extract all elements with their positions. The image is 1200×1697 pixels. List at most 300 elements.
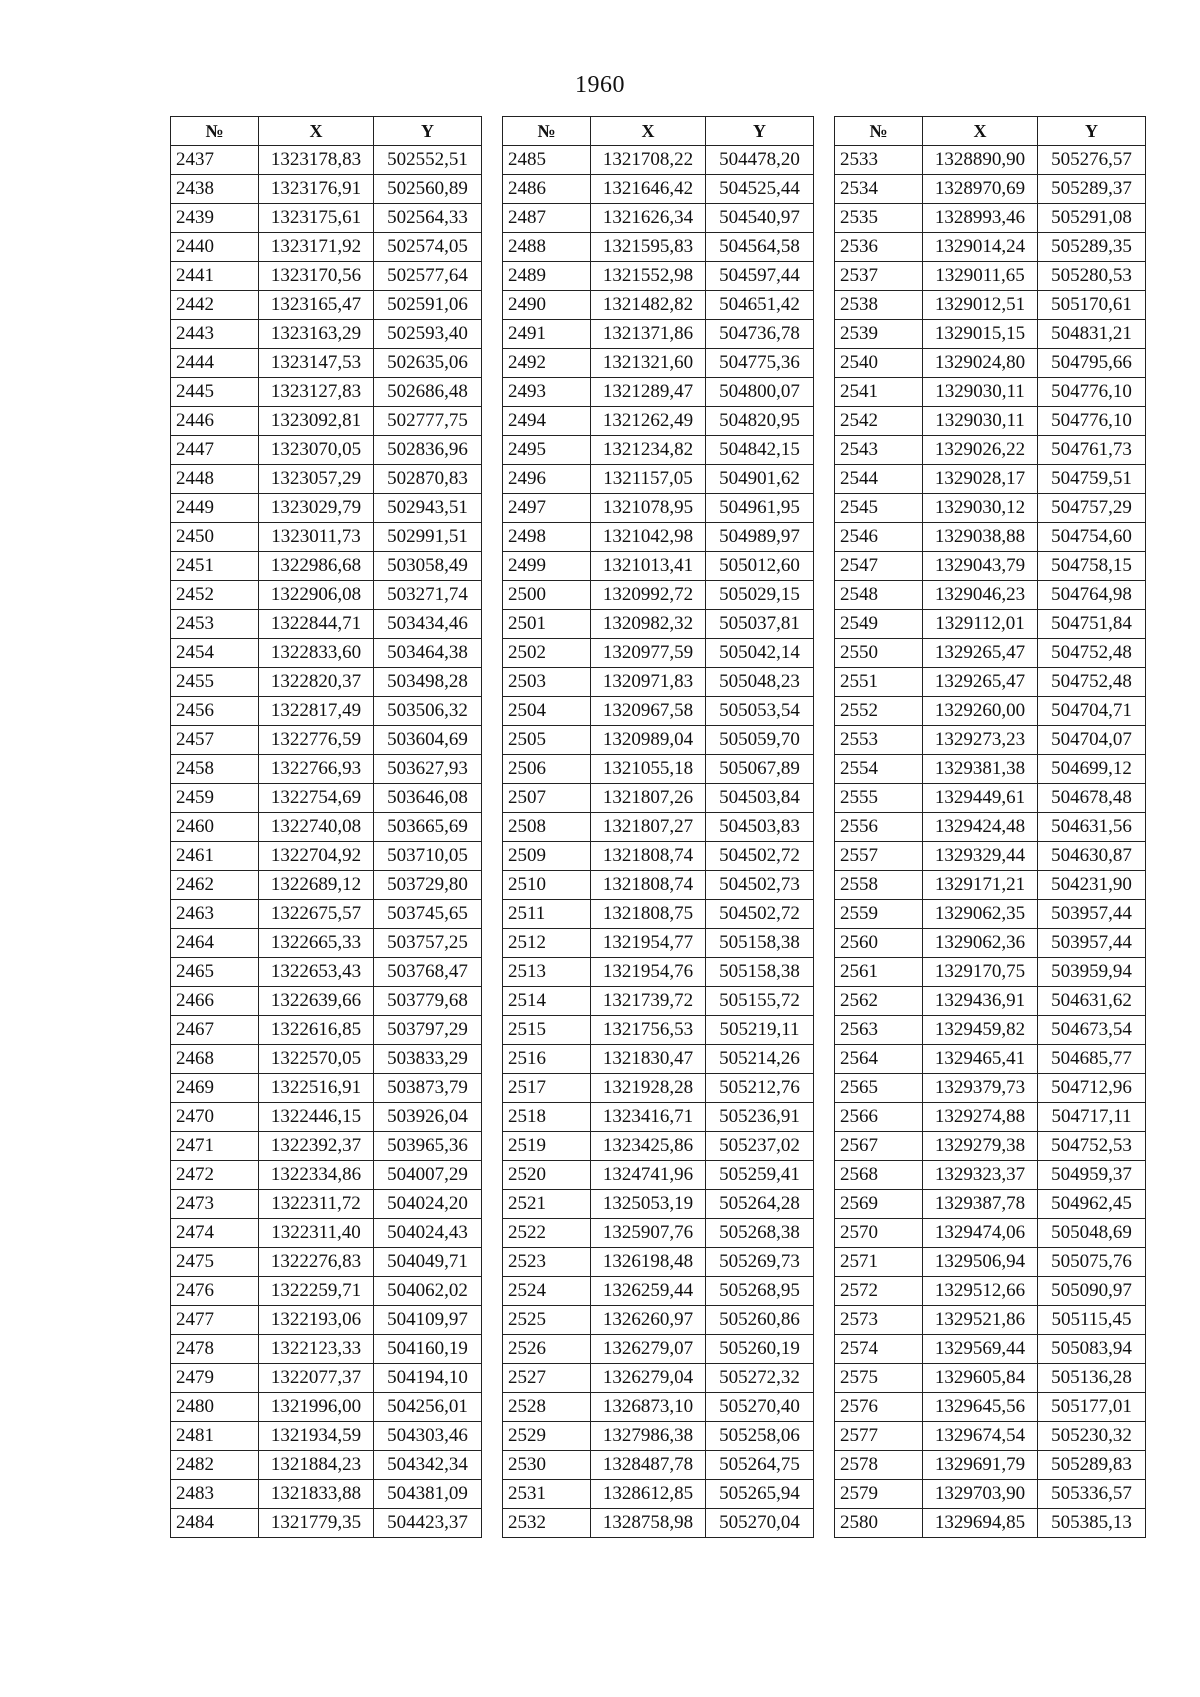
- x-coordinate-cell: 1325907,76: [591, 1219, 706, 1248]
- table-row: [503, 1219, 814, 1248]
- table-row: [835, 175, 1146, 204]
- table-row: [503, 1161, 814, 1190]
- y-coordinate-cell: 505136,28: [1038, 1364, 1146, 1393]
- y-coordinate-cell: 504752,48: [1038, 668, 1146, 697]
- table-row: [503, 494, 814, 523]
- x-coordinate-cell: 1329170,75: [923, 958, 1038, 987]
- y-coordinate-cell: 504540,97: [706, 204, 814, 233]
- point-number-cell: 2452: [171, 581, 259, 610]
- point-number-cell: 2552: [835, 697, 923, 726]
- table-row: [835, 639, 1146, 668]
- table-row: [503, 378, 814, 407]
- point-number-cell: 2473: [171, 1190, 259, 1219]
- y-coordinate-cell: 502564,33: [374, 204, 482, 233]
- table-header: [835, 117, 1146, 146]
- y-coordinate-cell: 504062,02: [374, 1277, 482, 1306]
- table-row: [835, 726, 1146, 755]
- point-number-cell: 2465: [171, 958, 259, 987]
- x-coordinate-cell: 1322740,08: [259, 813, 374, 842]
- y-coordinate-cell: 504752,48: [1038, 639, 1146, 668]
- table-row: [835, 1190, 1146, 1219]
- y-coordinate-cell: 504502,73: [706, 871, 814, 900]
- x-coordinate-cell: 1329171,21: [923, 871, 1038, 900]
- point-number-cell: 2496: [503, 465, 591, 494]
- point-number-cell: 2515: [503, 1016, 591, 1045]
- table-row: [835, 436, 1146, 465]
- x-coordinate-cell: 1322311,40: [259, 1219, 374, 1248]
- table-header: [171, 117, 482, 146]
- x-coordinate-cell: 1321289,47: [591, 378, 706, 407]
- y-coordinate-cell: 505155,72: [706, 987, 814, 1016]
- table-row: [171, 146, 482, 175]
- table-row: [503, 697, 814, 726]
- point-number-cell: 2461: [171, 842, 259, 871]
- y-coordinate-cell: 504962,45: [1038, 1190, 1146, 1219]
- x-coordinate-cell: 1329569,44: [923, 1335, 1038, 1364]
- point-number-cell: 2501: [503, 610, 591, 639]
- y-coordinate-cell: 503873,79: [374, 1074, 482, 1103]
- x-coordinate-cell: 1329387,78: [923, 1190, 1038, 1219]
- point-number-cell: 2574: [835, 1335, 923, 1364]
- column-header-x: X: [591, 117, 706, 146]
- table-row: [171, 552, 482, 581]
- y-coordinate-cell: 503665,69: [374, 813, 482, 842]
- x-coordinate-cell: 1321739,72: [591, 987, 706, 1016]
- x-coordinate-cell: 1321646,42: [591, 175, 706, 204]
- x-coordinate-cell: 1329062,36: [923, 929, 1038, 958]
- x-coordinate-cell: 1321808,74: [591, 871, 706, 900]
- x-coordinate-cell: 1323425,86: [591, 1132, 706, 1161]
- y-coordinate-cell: 504256,01: [374, 1393, 482, 1422]
- point-number-cell: 2562: [835, 987, 923, 1016]
- x-coordinate-cell: 1329112,01: [923, 610, 1038, 639]
- y-coordinate-cell: 503729,80: [374, 871, 482, 900]
- y-coordinate-cell: 503957,44: [1038, 900, 1146, 929]
- table-row: [171, 465, 482, 494]
- y-coordinate-cell: 504757,29: [1038, 494, 1146, 523]
- point-number-cell: 2556: [835, 813, 923, 842]
- point-number-cell: 2497: [503, 494, 591, 523]
- y-coordinate-cell: 504502,72: [706, 842, 814, 871]
- table-row: [503, 668, 814, 697]
- y-coordinate-cell: 505270,40: [706, 1393, 814, 1422]
- y-coordinate-cell: 502552,51: [374, 146, 482, 175]
- table-row: [171, 378, 482, 407]
- x-coordinate-cell: 1322311,72: [259, 1190, 374, 1219]
- point-number-cell: 2469: [171, 1074, 259, 1103]
- table-row: [503, 929, 814, 958]
- y-coordinate-cell: 504842,15: [706, 436, 814, 465]
- table-row: [503, 1132, 814, 1161]
- y-coordinate-cell: 504231,90: [1038, 871, 1146, 900]
- x-coordinate-cell: 1329379,73: [923, 1074, 1038, 1103]
- table-row: [171, 900, 482, 929]
- table-row: [503, 465, 814, 494]
- point-number-cell: 2445: [171, 378, 259, 407]
- x-coordinate-cell: 1328970,69: [923, 175, 1038, 204]
- point-number-cell: 2494: [503, 407, 591, 436]
- point-number-cell: 2554: [835, 755, 923, 784]
- x-coordinate-cell: 1326259,44: [591, 1277, 706, 1306]
- column-header-y: Y: [374, 117, 482, 146]
- point-number-cell: 2454: [171, 639, 259, 668]
- y-coordinate-cell: 504795,66: [1038, 349, 1146, 378]
- y-coordinate-cell: 504651,42: [706, 291, 814, 320]
- table-row: [835, 523, 1146, 552]
- column-header-x: X: [259, 117, 374, 146]
- table-row: [171, 291, 482, 320]
- table-row: [835, 668, 1146, 697]
- point-number-cell: 2504: [503, 697, 591, 726]
- point-number-cell: 2462: [171, 871, 259, 900]
- table-row: [171, 1161, 482, 1190]
- y-coordinate-cell: 504160,19: [374, 1335, 482, 1364]
- y-coordinate-cell: 505158,38: [706, 958, 814, 987]
- point-number-cell: 2545: [835, 494, 923, 523]
- y-coordinate-cell: 504381,09: [374, 1480, 482, 1509]
- y-coordinate-cell: 502635,06: [374, 349, 482, 378]
- table-row: [171, 1219, 482, 1248]
- y-coordinate-cell: 503604,69: [374, 726, 482, 755]
- point-number-cell: 2540: [835, 349, 923, 378]
- point-number-cell: 2561: [835, 958, 923, 987]
- table-row: [835, 146, 1146, 175]
- x-coordinate-cell: 1321884,23: [259, 1451, 374, 1480]
- x-coordinate-cell: 1321042,98: [591, 523, 706, 552]
- y-coordinate-cell: 503506,32: [374, 697, 482, 726]
- y-coordinate-cell: 505219,11: [706, 1016, 814, 1045]
- y-coordinate-cell: 504704,07: [1038, 726, 1146, 755]
- x-coordinate-cell: 1322776,59: [259, 726, 374, 755]
- point-number-cell: 2538: [835, 291, 923, 320]
- y-coordinate-cell: 505158,38: [706, 929, 814, 958]
- table-header: [503, 117, 814, 146]
- y-coordinate-cell: 505289,35: [1038, 233, 1146, 262]
- x-coordinate-cell: 1321934,59: [259, 1422, 374, 1451]
- table-row: [835, 1306, 1146, 1335]
- y-coordinate-cell: 505214,26: [706, 1045, 814, 1074]
- x-coordinate-cell: 1329449,61: [923, 784, 1038, 813]
- y-coordinate-cell: 504502,72: [706, 900, 814, 929]
- x-coordinate-cell: 1329046,23: [923, 581, 1038, 610]
- y-coordinate-cell: 504007,29: [374, 1161, 482, 1190]
- x-coordinate-cell: 1329260,00: [923, 697, 1038, 726]
- point-number-cell: 2519: [503, 1132, 591, 1161]
- table-row: [835, 407, 1146, 436]
- x-coordinate-cell: 1329012,51: [923, 291, 1038, 320]
- x-coordinate-cell: 1322844,71: [259, 610, 374, 639]
- point-number-cell: 2499: [503, 552, 591, 581]
- y-coordinate-cell: 503965,36: [374, 1132, 482, 1161]
- x-coordinate-cell: 1329323,37: [923, 1161, 1038, 1190]
- point-number-cell: 2495: [503, 436, 591, 465]
- x-coordinate-cell: 1323175,61: [259, 204, 374, 233]
- table-row: [171, 668, 482, 697]
- y-coordinate-cell: 504673,54: [1038, 1016, 1146, 1045]
- x-coordinate-cell: 1322766,93: [259, 755, 374, 784]
- x-coordinate-cell: 1322820,37: [259, 668, 374, 697]
- point-number-cell: 2463: [171, 900, 259, 929]
- y-coordinate-cell: 505115,45: [1038, 1306, 1146, 1335]
- point-number-cell: 2573: [835, 1306, 923, 1335]
- table-row: [835, 1335, 1146, 1364]
- table-row: [171, 929, 482, 958]
- table-row: [503, 1248, 814, 1277]
- table-row: [503, 1190, 814, 1219]
- point-number-cell: 2567: [835, 1132, 923, 1161]
- table-row: [835, 958, 1146, 987]
- point-number-cell: 2467: [171, 1016, 259, 1045]
- x-coordinate-cell: 1322616,85: [259, 1016, 374, 1045]
- point-number-cell: 2474: [171, 1219, 259, 1248]
- point-number-cell: 2533: [835, 146, 923, 175]
- point-number-cell: 2459: [171, 784, 259, 813]
- point-number-cell: 2442: [171, 291, 259, 320]
- y-coordinate-cell: 505067,89: [706, 755, 814, 784]
- point-number-cell: 2444: [171, 349, 259, 378]
- x-coordinate-cell: 1320971,83: [591, 668, 706, 697]
- table-row: [503, 1393, 814, 1422]
- table-row: [171, 1103, 482, 1132]
- y-coordinate-cell: 503464,38: [374, 639, 482, 668]
- table-row: [835, 842, 1146, 871]
- point-number-cell: 2575: [835, 1364, 923, 1393]
- point-number-cell: 2516: [503, 1045, 591, 1074]
- y-coordinate-cell: 504712,96: [1038, 1074, 1146, 1103]
- table-row: [835, 378, 1146, 407]
- x-coordinate-cell: 1323176,91: [259, 175, 374, 204]
- table-row: [835, 1364, 1146, 1393]
- point-number-cell: 2517: [503, 1074, 591, 1103]
- table-row: [503, 1451, 814, 1480]
- x-coordinate-cell: 1328612,85: [591, 1480, 706, 1509]
- coordinates-table-3: [834, 116, 1146, 1538]
- y-coordinate-cell: 504194,10: [374, 1364, 482, 1393]
- x-coordinate-cell: 1329265,47: [923, 639, 1038, 668]
- x-coordinate-cell: 1322665,33: [259, 929, 374, 958]
- table-row: [835, 1393, 1146, 1422]
- y-coordinate-cell: 504478,20: [706, 146, 814, 175]
- x-coordinate-cell: 1329024,80: [923, 349, 1038, 378]
- point-number-cell: 2547: [835, 552, 923, 581]
- table-row: [503, 1277, 814, 1306]
- table-row: [503, 871, 814, 900]
- table-row: [171, 1393, 482, 1422]
- column-header-x: X: [923, 117, 1038, 146]
- x-coordinate-cell: 1321055,18: [591, 755, 706, 784]
- x-coordinate-cell: 1329274,88: [923, 1103, 1038, 1132]
- table-row: [835, 320, 1146, 349]
- point-number-cell: 2437: [171, 146, 259, 175]
- x-coordinate-cell: 1321013,41: [591, 552, 706, 581]
- y-coordinate-cell: 505269,73: [706, 1248, 814, 1277]
- x-coordinate-cell: 1329014,24: [923, 233, 1038, 262]
- y-coordinate-cell: 504049,71: [374, 1248, 482, 1277]
- point-number-cell: 2513: [503, 958, 591, 987]
- table-row: [171, 436, 482, 465]
- table-row: [171, 639, 482, 668]
- y-coordinate-cell: 502777,75: [374, 407, 482, 436]
- point-number-cell: 2534: [835, 175, 923, 204]
- table-row: [835, 987, 1146, 1016]
- point-number-cell: 2550: [835, 639, 923, 668]
- y-coordinate-cell: 503768,47: [374, 958, 482, 987]
- table-row: [171, 1306, 482, 1335]
- point-number-cell: 2482: [171, 1451, 259, 1480]
- point-number-cell: 2572: [835, 1277, 923, 1306]
- y-coordinate-cell: 503833,29: [374, 1045, 482, 1074]
- y-coordinate-cell: 504820,95: [706, 407, 814, 436]
- table-row: [171, 697, 482, 726]
- point-number-cell: 2505: [503, 726, 591, 755]
- point-number-cell: 2491: [503, 320, 591, 349]
- point-number-cell: 2507: [503, 784, 591, 813]
- y-coordinate-cell: 504776,10: [1038, 407, 1146, 436]
- point-number-cell: 2449: [171, 494, 259, 523]
- x-coordinate-cell: 1322392,37: [259, 1132, 374, 1161]
- point-number-cell: 2539: [835, 320, 923, 349]
- table-body: [503, 146, 814, 1538]
- point-number-cell: 2489: [503, 262, 591, 291]
- table-row: [171, 233, 482, 262]
- x-coordinate-cell: 1322570,05: [259, 1045, 374, 1074]
- table-row: [503, 581, 814, 610]
- y-coordinate-cell: 504776,10: [1038, 378, 1146, 407]
- y-coordinate-cell: 502991,51: [374, 523, 482, 552]
- x-coordinate-cell: 1323057,29: [259, 465, 374, 494]
- x-coordinate-cell: 1322639,66: [259, 987, 374, 1016]
- table-row: [171, 1509, 482, 1538]
- y-coordinate-cell: 505276,57: [1038, 146, 1146, 175]
- table-row: [503, 291, 814, 320]
- y-coordinate-cell: 505083,94: [1038, 1335, 1146, 1364]
- point-number-cell: 2506: [503, 755, 591, 784]
- point-number-cell: 2544: [835, 465, 923, 494]
- point-number-cell: 2546: [835, 523, 923, 552]
- x-coordinate-cell: 1322193,06: [259, 1306, 374, 1335]
- x-coordinate-cell: 1329694,85: [923, 1509, 1038, 1538]
- x-coordinate-cell: 1323070,05: [259, 436, 374, 465]
- table-row: [503, 755, 814, 784]
- point-number-cell: 2466: [171, 987, 259, 1016]
- y-coordinate-cell: 504597,44: [706, 262, 814, 291]
- x-coordinate-cell: 1326198,48: [591, 1248, 706, 1277]
- table-row: [503, 175, 814, 204]
- y-coordinate-cell: 504754,60: [1038, 523, 1146, 552]
- table-row: [171, 987, 482, 1016]
- point-number-cell: 2509: [503, 842, 591, 871]
- y-coordinate-cell: 502836,96: [374, 436, 482, 465]
- y-coordinate-cell: 504564,58: [706, 233, 814, 262]
- point-number-cell: 2456: [171, 697, 259, 726]
- table-row: [835, 465, 1146, 494]
- table-row: [503, 639, 814, 668]
- table-body: [171, 146, 482, 1538]
- point-number-cell: 2512: [503, 929, 591, 958]
- y-coordinate-cell: 504800,07: [706, 378, 814, 407]
- point-number-cell: 2520: [503, 1161, 591, 1190]
- point-number-cell: 2502: [503, 639, 591, 668]
- point-number-cell: 2471: [171, 1132, 259, 1161]
- y-coordinate-cell: 505291,08: [1038, 204, 1146, 233]
- point-number-cell: 2548: [835, 581, 923, 610]
- table-row: [835, 784, 1146, 813]
- y-coordinate-cell: 502577,64: [374, 262, 482, 291]
- table-row: [835, 755, 1146, 784]
- table-row: [171, 204, 482, 233]
- x-coordinate-cell: 1321954,77: [591, 929, 706, 958]
- table-row: [171, 1422, 482, 1451]
- x-coordinate-cell: 1321234,82: [591, 436, 706, 465]
- x-coordinate-cell: 1327986,38: [591, 1422, 706, 1451]
- table-row: [835, 697, 1146, 726]
- point-number-cell: 2532: [503, 1509, 591, 1538]
- point-number-cell: 2523: [503, 1248, 591, 1277]
- y-coordinate-cell: 504109,97: [374, 1306, 482, 1335]
- x-coordinate-cell: 1326873,10: [591, 1393, 706, 1422]
- table-row: [171, 1364, 482, 1393]
- y-coordinate-cell: 503959,94: [1038, 958, 1146, 987]
- table-row: [171, 1451, 482, 1480]
- point-number-cell: 2570: [835, 1219, 923, 1248]
- table-row: [503, 1509, 814, 1538]
- coordinates-table-1: [170, 116, 482, 1538]
- point-number-cell: 2551: [835, 668, 923, 697]
- y-coordinate-cell: 503058,49: [374, 552, 482, 581]
- table-row: [171, 349, 482, 378]
- x-coordinate-cell: 1329038,88: [923, 523, 1038, 552]
- table-row: [835, 1103, 1146, 1132]
- point-number-cell: 2531: [503, 1480, 591, 1509]
- x-coordinate-cell: 1320967,58: [591, 697, 706, 726]
- x-coordinate-cell: 1321756,53: [591, 1016, 706, 1045]
- y-coordinate-cell: 505260,19: [706, 1335, 814, 1364]
- table-row: [835, 1074, 1146, 1103]
- x-coordinate-cell: 1322906,08: [259, 581, 374, 610]
- x-coordinate-cell: 1323092,81: [259, 407, 374, 436]
- x-coordinate-cell: 1329605,84: [923, 1364, 1038, 1393]
- table-row: [171, 784, 482, 813]
- table-row: [503, 320, 814, 349]
- x-coordinate-cell: 1321954,76: [591, 958, 706, 987]
- y-coordinate-cell: 502943,51: [374, 494, 482, 523]
- point-number-cell: 2470: [171, 1103, 259, 1132]
- point-number-cell: 2440: [171, 233, 259, 262]
- point-number-cell: 2571: [835, 1248, 923, 1277]
- y-coordinate-cell: 504751,84: [1038, 610, 1146, 639]
- y-coordinate-cell: 503710,05: [374, 842, 482, 871]
- point-number-cell: 2493: [503, 378, 591, 407]
- x-coordinate-cell: 1329329,44: [923, 842, 1038, 871]
- point-number-cell: 2479: [171, 1364, 259, 1393]
- point-number-cell: 2448: [171, 465, 259, 494]
- y-coordinate-cell: 502686,48: [374, 378, 482, 407]
- table-row: [171, 842, 482, 871]
- table-row: [503, 1480, 814, 1509]
- table-row: [503, 233, 814, 262]
- page-number: 1960: [575, 72, 625, 98]
- y-coordinate-cell: 505053,54: [706, 697, 814, 726]
- y-coordinate-cell: 502574,05: [374, 233, 482, 262]
- point-number-cell: 2568: [835, 1161, 923, 1190]
- table-row: [171, 1132, 482, 1161]
- y-coordinate-cell: 504631,62: [1038, 987, 1146, 1016]
- point-number-cell: 2503: [503, 668, 591, 697]
- y-coordinate-cell: 505075,76: [1038, 1248, 1146, 1277]
- y-coordinate-cell: 505037,81: [706, 610, 814, 639]
- y-coordinate-cell: 505280,53: [1038, 262, 1146, 291]
- table-row: [835, 552, 1146, 581]
